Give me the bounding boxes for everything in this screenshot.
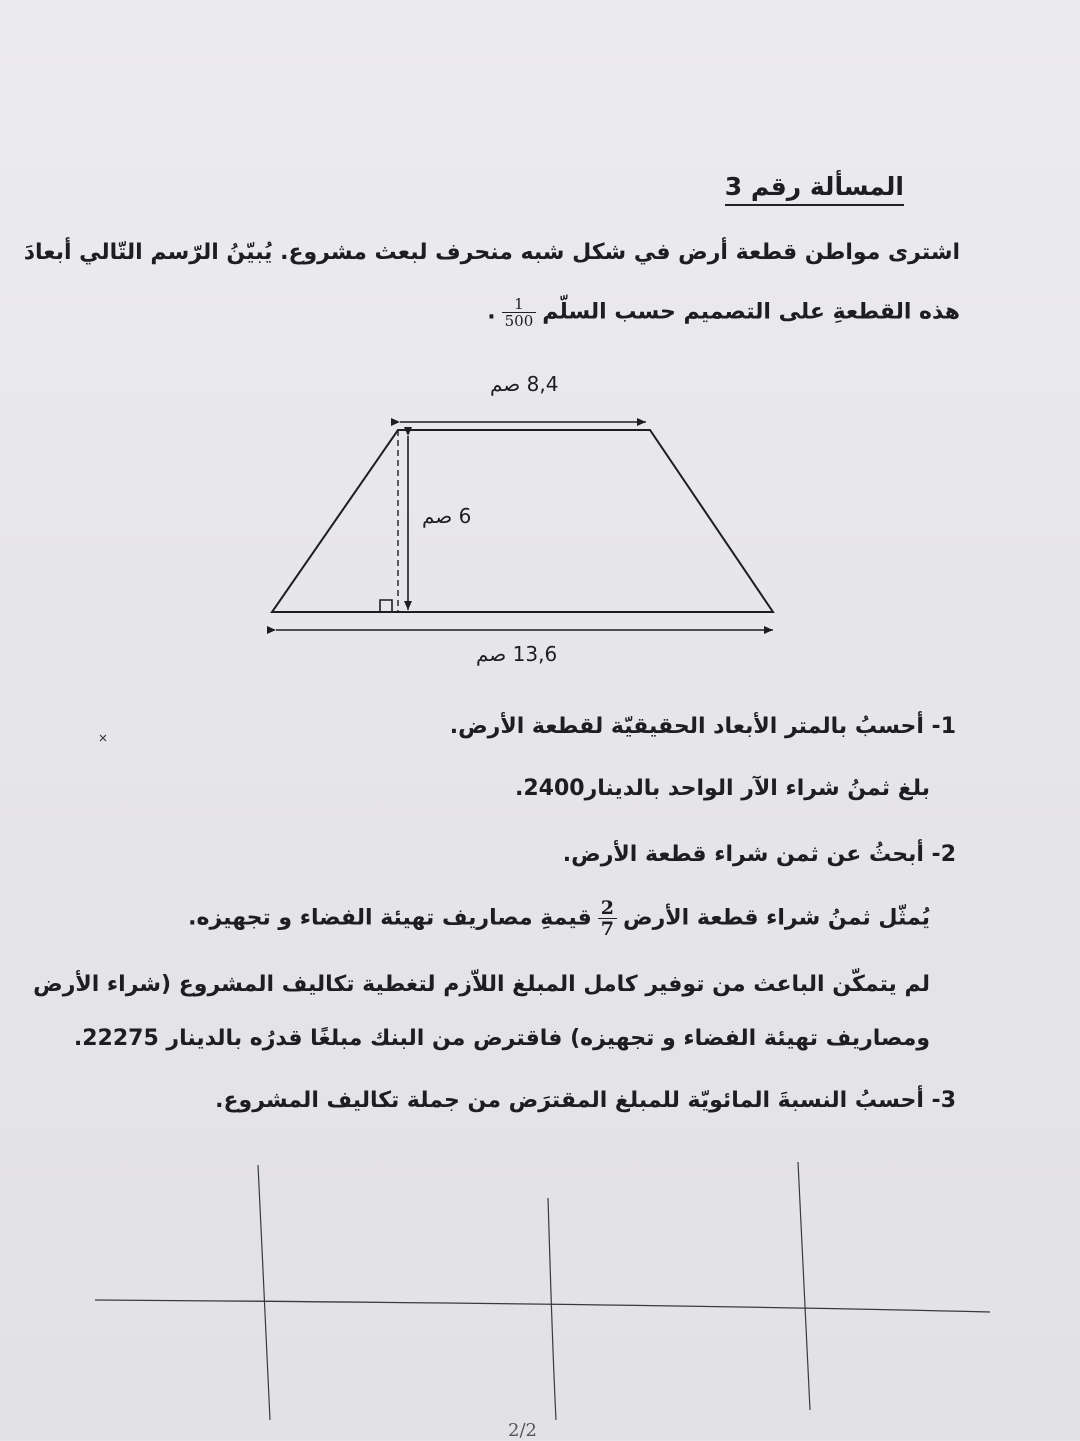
pencil-tick — [100, 735, 106, 741]
question-3: 3- أحسبُ النسبةَ المائويّة للمبلغ المقترَض من جملة تكاليف المشروع. — [215, 1088, 956, 1113]
info-3-line-1: لم يتمكّن الباعث من توفير كامل المبلغ اللاّزم لتغطية تكاليف المشروع (شراء الأرض — [33, 972, 930, 997]
info-3-line-2: ومصاريف تهيئة الفضاء و تجهيزه) فاقترض من البنك مبلغًا قدرُه بالدينار 22275. — [73, 1026, 930, 1051]
pencil-horizontal-line — [95, 1300, 990, 1312]
page-number: 2/2 — [508, 1420, 537, 1441]
top-base-label: 8,4 صم — [490, 372, 559, 396]
scale-numerator: 1 — [514, 295, 524, 313]
pencil-vertical-line-3 — [798, 1162, 810, 1410]
intro-line-2-text: هذه القطعةِ على التصميم حسب السلّم — [542, 299, 960, 325]
question-2: 2- أبحثُ عن ثمن شراء قطعة الأرض. — [562, 842, 956, 867]
pencil-vertical-line-1 — [258, 1165, 270, 1420]
pencil-vertical-line-2 — [548, 1198, 556, 1420]
intro-line-1: اشترى مواطن قطعة أرض في شكل شبه منحرف لبعث مشروع. يُبيّنُ الرّسم التّالي أبعادَ — [23, 240, 960, 265]
fraction-numerator: 2 — [600, 897, 615, 919]
info-1: بلغ ثمنُ شراء الآر الواحد بالدينار2400. — [514, 776, 930, 801]
fraction-denominator: 7 — [598, 918, 617, 939]
info-2-end: قيمةِ مصاريف تهيئة الفضاء و تجهيزه. — [188, 905, 592, 931]
height-label: 6 صم — [422, 504, 472, 528]
problem-title: المسألة رقم 3 — [725, 172, 904, 206]
bottom-base-label: 13,6 صم — [476, 642, 558, 666]
question-1: 1- أحسبُ بالمتر الأبعاد الحقيقيّة لقطعة الأرض. — [449, 714, 956, 739]
intro-line-2-end: . — [487, 299, 496, 325]
scale-denominator: 500 — [502, 312, 537, 329]
info-2-start: يُمثّل ثمنُ شراء قطعة الأرض — [623, 905, 930, 931]
